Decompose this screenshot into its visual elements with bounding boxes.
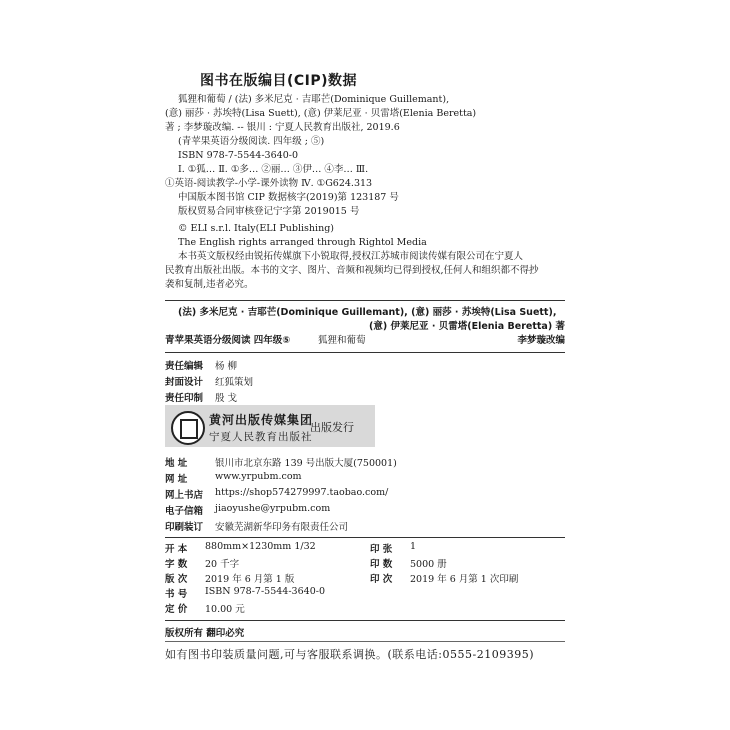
divider (165, 641, 565, 642)
publisher-tag: 出版发行 (310, 421, 354, 434)
contact-value: www.yrpubm.com (215, 471, 302, 482)
staff-value: 红狐策划 (215, 377, 254, 388)
cip-line: 著 ; 李梦璇改编. -- 银川 : 宁夏人民教育出版社, 2019.6 (165, 122, 400, 133)
spec-value: 880mm×1230mm 1/32 (205, 541, 316, 552)
copyright-paragraph: 袭和复制,违者必究。 (165, 279, 254, 290)
spec-value: 5000 册 (410, 559, 447, 570)
spec-value: ISBN 978-7-5544-3640-0 (205, 586, 325, 597)
spec-label: 字 数 (165, 559, 188, 570)
cip-line: (意) 丽莎 · 苏埃特(Lisa Suett), (意) 伊莱尼亚 · 贝雷塔(Elenia Beretta) (165, 108, 477, 119)
cip-line: 版权贸易合同审核登记宁字第 2019015 号 (178, 206, 360, 217)
contact-value: 安徽芜湖新华印务有限责任公司 (215, 522, 349, 533)
spec-label: 定 价 (165, 604, 188, 615)
cip-title: 图书在版编目(CIP)数据 (200, 73, 358, 89)
contact-label: 电子信箱 (165, 506, 204, 517)
publisher-logo-icon (171, 411, 205, 445)
contact-value: jiaoyushe@yrpubm.com (215, 503, 331, 514)
cip-line: ISBN 978-7-5544-3640-0 (178, 150, 298, 161)
divider (165, 620, 565, 621)
spec-label: 开 本 (165, 544, 188, 555)
copyright-paragraph: 民教育出版社出版。本书的文字、图片、音频和视频均已得到授权,任何人和组织都不得抄 (165, 265, 539, 276)
contact-label: 地 址 (165, 458, 188, 469)
divider (165, 300, 565, 301)
staff-label: 责任印制 (165, 393, 204, 404)
staff-value: 殷 戈 (215, 393, 238, 404)
spec-label: 印 数 (370, 559, 393, 570)
contact-label: 网 址 (165, 474, 188, 485)
spec-value: 2019 年 6 月第 1 版 (205, 574, 295, 585)
book-title: 狐狸和葡萄 (318, 335, 366, 346)
authors-line: (意) 伊莱尼亚 · 贝雷塔(Elenia Beretta) 著 (369, 321, 565, 332)
publisher-banner (165, 405, 375, 447)
divider (165, 352, 565, 353)
spec-label: 印 次 (370, 574, 393, 585)
cip-line: 狐狸和葡萄 / (法) 多米尼克 · 吉耶芒(Dominique Guillemant), (178, 94, 450, 105)
authors-line: (法) 多米尼克 · 吉耶芒(Dominique Guillemant), (意) 丽莎 · 苏埃特(Lisa Suett), (178, 307, 557, 318)
spec-value: 2019 年 6 月第 1 次印刷 (410, 574, 519, 585)
adapter: 李梦璇改编 (517, 335, 565, 346)
staff-value: 杨 柳 (215, 361, 238, 372)
publisher-name: 宁夏人民教育出版社 (209, 431, 313, 443)
spec-value: 1 (410, 541, 417, 552)
cip-line: 中国版本图书馆 CIP 数据核字(2019)第 123187 号 (178, 192, 399, 203)
cip-line: Ⅰ. ①狐… Ⅱ. ①多… ②丽… ③伊… ④李… Ⅲ. (178, 164, 369, 175)
copyright-line: The English rights arranged through Rightol Media (178, 237, 427, 248)
spec-label: 书 号 (165, 589, 188, 600)
spec-value: 10.00 元 (205, 604, 245, 615)
contact-value: https://shop574279997.taobao.com/ (215, 487, 389, 498)
copyright-paragraph: 本书英文版权经由锐拓传媒旗下小锐取得,授权江苏城市阅读传媒有限公司在宁夏人 (178, 251, 524, 262)
rights-statement: 版权所有 翻印必究 (165, 628, 245, 639)
spec-label: 印 张 (370, 544, 393, 555)
publisher-group: 黄河出版传媒集团 (209, 413, 314, 427)
copyright-line: © ELI s.r.l. Italy(ELI Publishing) (178, 223, 334, 234)
cip-line: ①英语-阅读教学-小学-课外读物 Ⅳ. ①G624.313 (165, 178, 373, 189)
divider (165, 537, 565, 538)
contact-value: 银川市北京东路 139 号出版大厦(750001) (215, 458, 397, 469)
contact-label: 印刷装订 (165, 522, 204, 533)
contact-label: 网上书店 (165, 490, 204, 501)
spec-label: 版 次 (165, 574, 188, 585)
staff-label: 责任编辑 (165, 361, 204, 372)
cip-line: (青苹果英语分级阅读. 四年级 ; ⑤) (178, 136, 325, 147)
series-name: 青苹果英语分级阅读 四年级⑤ (165, 335, 291, 346)
spec-value: 20 千字 (205, 559, 240, 570)
staff-label: 封面设计 (165, 377, 204, 388)
quality-notice: 如有图书印装质量问题,可与客服联系调换。(联系电话:0555-2109395) (165, 648, 534, 661)
